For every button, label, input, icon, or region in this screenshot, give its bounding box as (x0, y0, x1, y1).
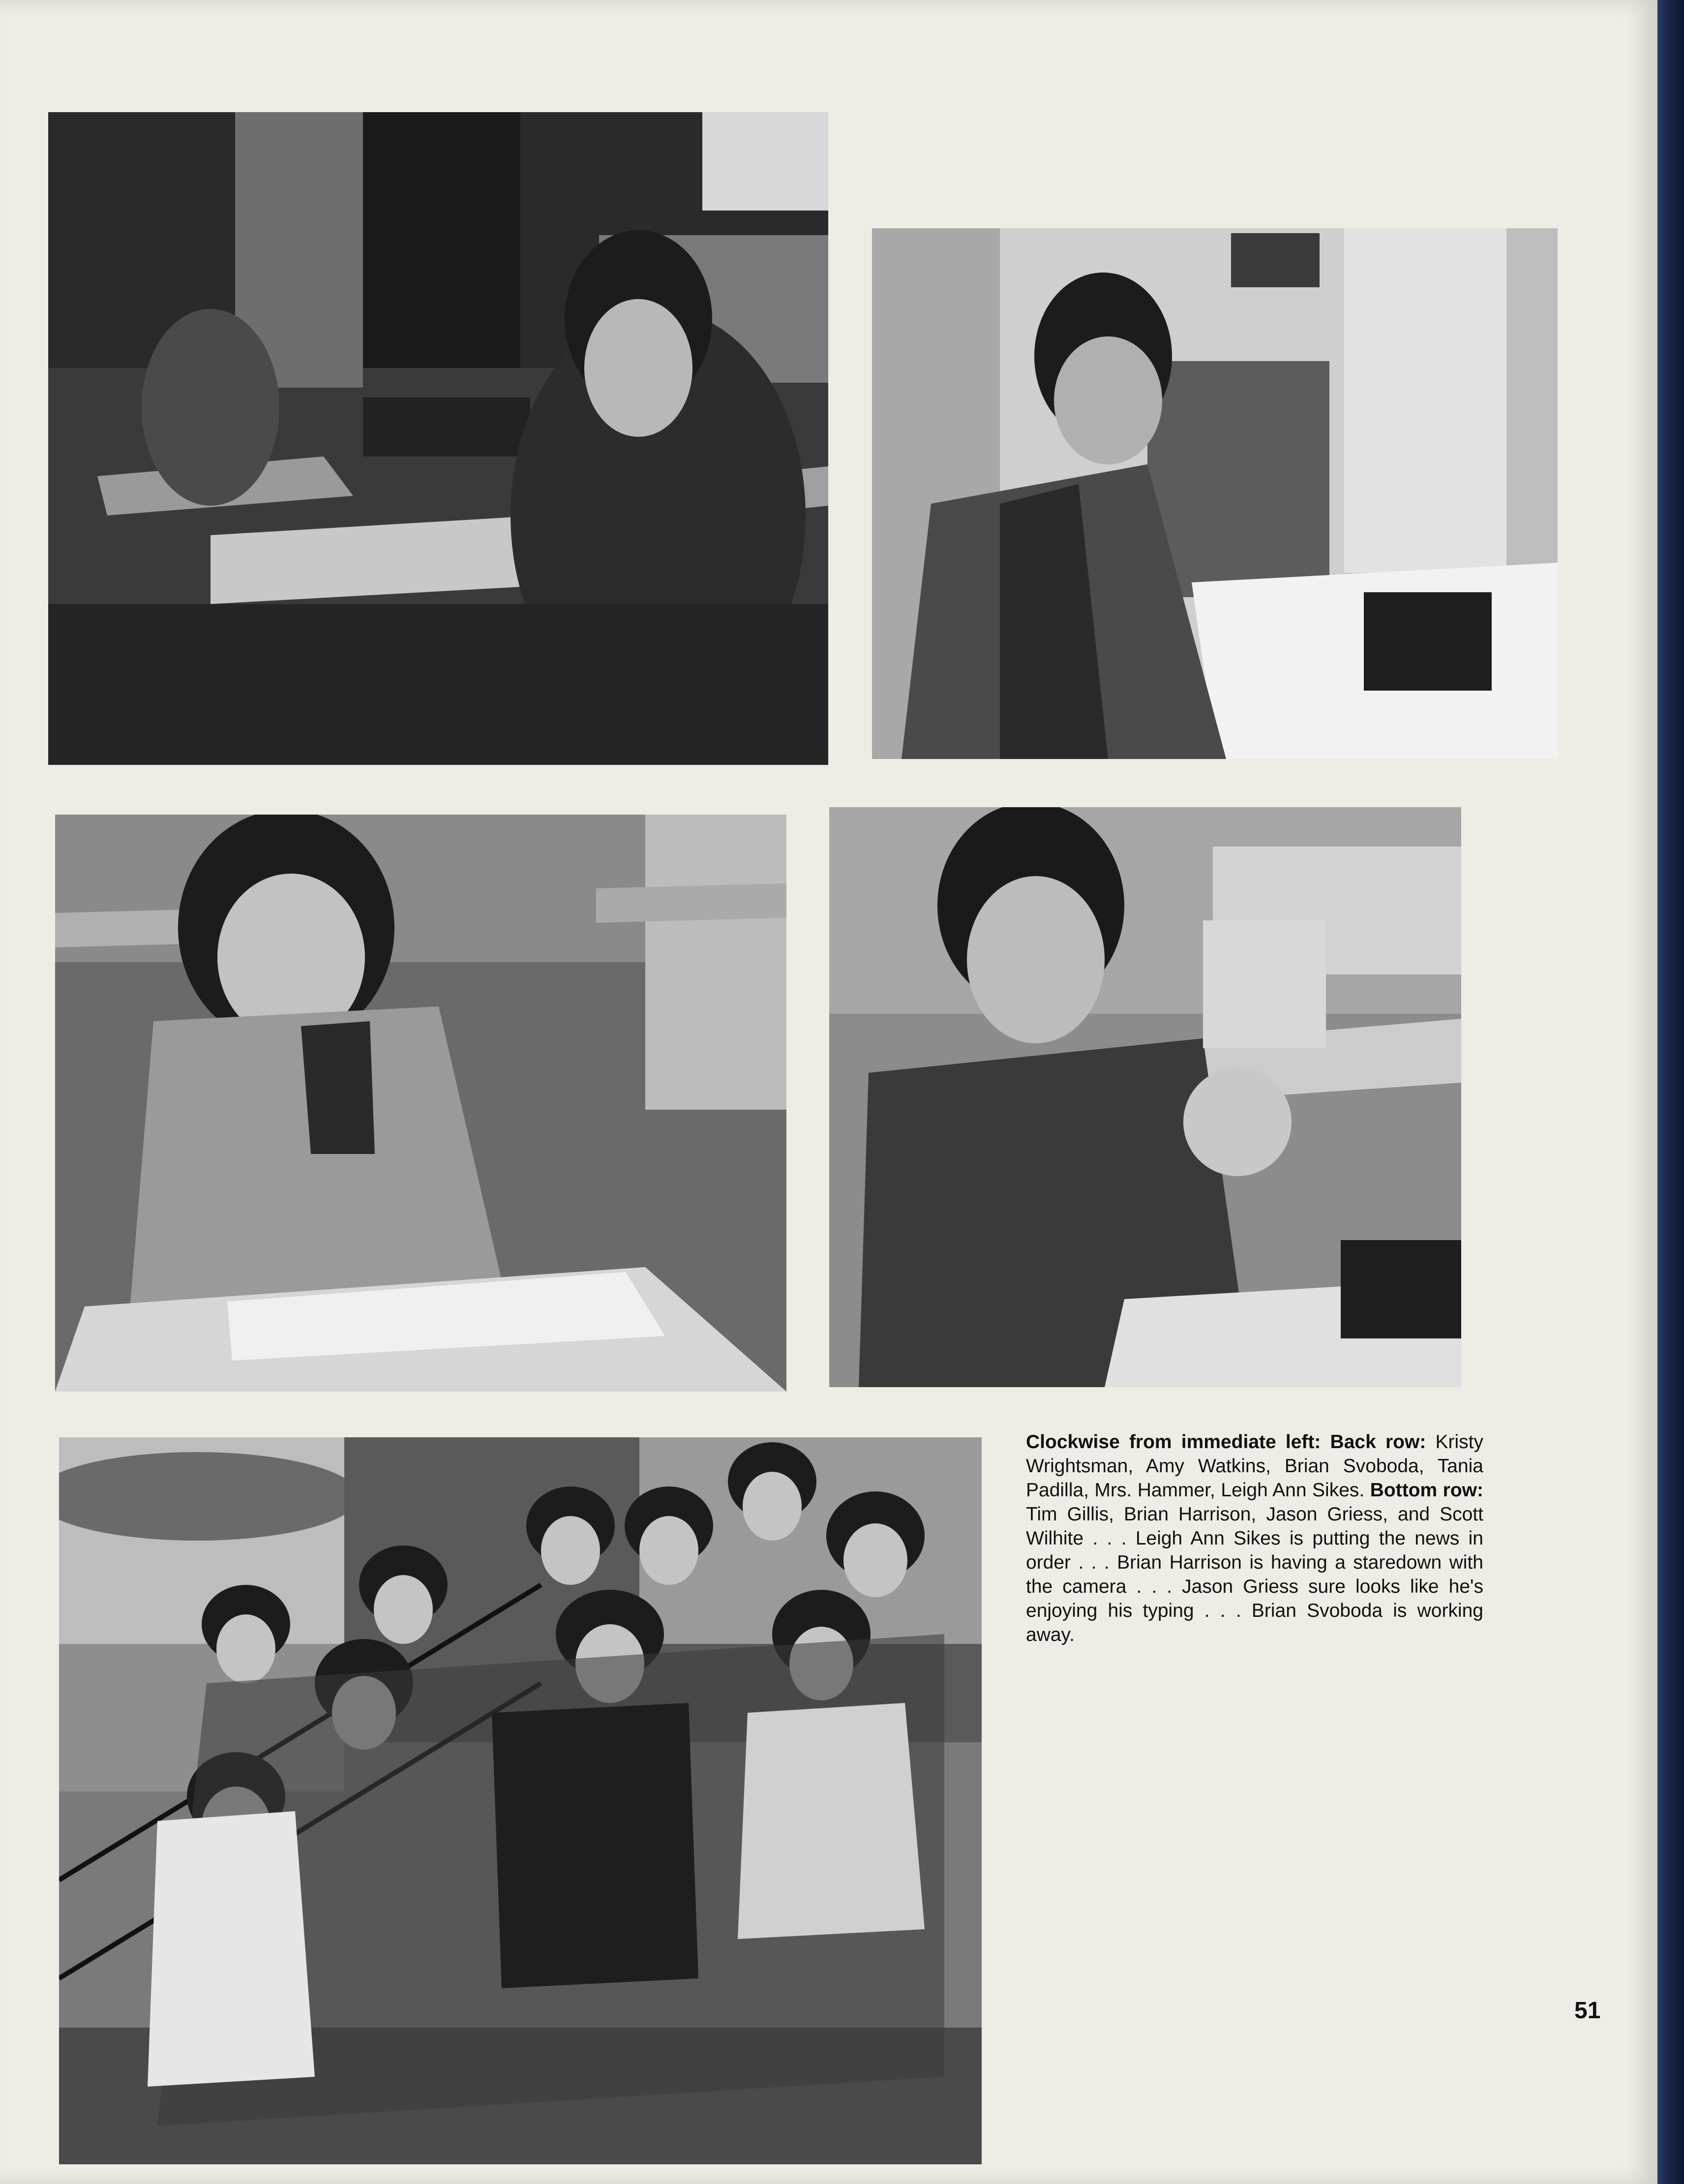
photo-student-writing (48, 112, 828, 765)
page-number: 51 (1574, 1998, 1601, 2024)
photo-group-outdoors (59, 1437, 982, 2164)
photo-student-with-scissors (829, 807, 1461, 1387)
book-spine (1657, 0, 1684, 2184)
caption-bottom-row: Tim Gillis, Brian Harrison, Jason Griess, and Scott Wilhite . . . Leigh Ann Sikes is putting the news in order . . . Brian Harrison is having a staredown with the camera . . . Jason Griess sure looks like he's enjoying his typing . . . Brian Svoboda is working away. (1026, 1504, 1483, 1645)
photo-student-typing (872, 228, 1558, 759)
photo-student-with-papers (55, 815, 786, 1392)
photo-caption (1026, 1430, 1483, 1647)
caption-lead: Clockwise from immediate left: Back row: (1026, 1431, 1426, 1453)
caption-back-row: Kristy Wrightsman, Amy Watkins, Brian Svoboda, Tania Padilla, Mrs. Hammer, Leigh Ann Sikes. (1026, 1431, 1483, 1501)
caption-bottom-label: Bottom row: (1370, 1480, 1483, 1501)
